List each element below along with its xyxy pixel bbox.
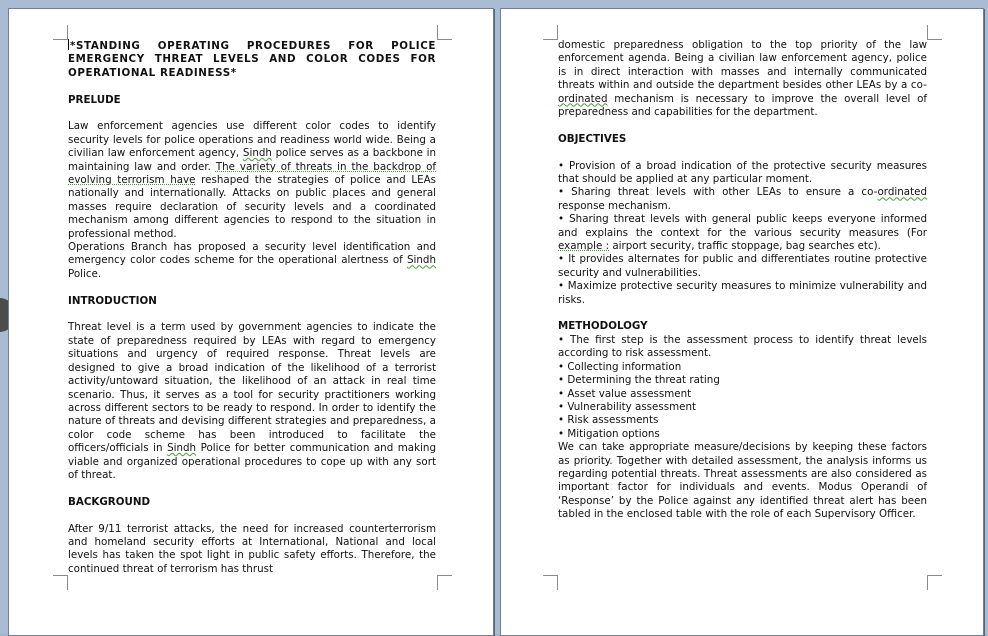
introduction-paragraph: Threat level is a term used by government agencies to indicate the state of preparedness required by LEAs with regard to emergency situations and urgency of required response. Threat levels are designed to give a broad indication of the likelihood of a terrorist activity/untoward situation, the likelihood of an attack in real time scenario. Thus, it serves as a tool for security practitioners working across different sectors to be ready to respond. In order to identify the nature of threats and devising different strategies and preparedness, a color code scheme has been introduced to facilitate the officers/officials in Sindh Police for better communication and making viable and organized operational procedures to cope up with any sort of threat. (68, 321, 436, 481)
objective-item: • Maximize protective security measures to minimize vulnerability and risks. (558, 280, 927, 306)
heading-introduction: INTRODUCTION (68, 294, 157, 307)
objective-item: • It provides alternates for public and differentiates routine protective security and vulnerabilities. (558, 253, 927, 279)
objective-item: • Sharing threat levels with other LEAs to ensure a co-ordinated response mechanism. (558, 186, 927, 212)
empty-paragraph (68, 281, 436, 294)
page-text[interactable] (558, 39, 927, 535)
empty-paragraph (68, 107, 436, 120)
crop-mark (437, 575, 452, 590)
methodology-item: • Mitigation options (558, 427, 660, 440)
empty-paragraph (68, 80, 436, 93)
crop-mark (927, 575, 942, 590)
crop-mark (53, 25, 68, 40)
document-page-right[interactable] (500, 8, 984, 636)
prelude-paragraph-1: Law enforcement agencies use different color codes to identify security levels for police operations and readiness world wide. Being a civilian law enforcement agency, Sindh police serves as a backbone in maintaining law and order. The variety of threats in the backdrop of evolving terrorism have reshaped the strategies of police and LEAs nationally and internationally. Attacks on public places and general masses require declaration of security levels and a coordinated mechanism among different agencies to respond to the situation in professional method. (68, 120, 437, 240)
heading-background: BACKGROUND (68, 495, 151, 508)
background-continued-paragraph: domestic preparedness obligation to the top priority of the law enforcement agenda. Being a civilian law enforcement agency, police is in direct interaction with masses and internally communicated threats within and outside the department besides other LEAs by a co-ordinated mechanism is necessary to improve the overall level of preparedness and capabilities for the department. (558, 39, 927, 119)
text-cursor (68, 39, 69, 50)
methodology-item: • Asset value assessment (558, 387, 692, 400)
crop-mark (543, 25, 558, 40)
empty-paragraph (558, 146, 927, 159)
crop-mark (53, 575, 68, 590)
empty-paragraph (68, 308, 436, 321)
prelude-paragraph-2: Operations Branch has proposed a security level identification and emergency color codes scheme for the operational alertness of Sindh Police. (68, 241, 436, 280)
empty-paragraph (558, 522, 927, 535)
objective-item: • Sharing threat levels with general public keeps everyone informed and explains the context for the various security measures (For example : airport security, traffic stoppage, bag searches etc). (558, 213, 927, 253)
background-paragraph: After 9/11 terrorist attacks, the need for increased counterterrorism and homeland security efforts at International, National and local levels has taken the spot light in public safety efforts. Therefore, the continued threat of terrorism has thrust (68, 522, 436, 575)
crop-mark (543, 575, 558, 590)
crop-mark (927, 25, 942, 40)
heading-objectives: OBJECTIVES (558, 132, 627, 145)
heading-methodology: METHODOLOGY (558, 320, 648, 333)
empty-paragraph (558, 307, 927, 320)
methodology-paragraph: We can take appropriate measure/decisions by keeping these factors as priority. Together with detailed assessment, the analysis informs us regarding potential threats. Threat assessments are also considered as important factor for individuals and events. Modus Operandi of ‘Response’ by the Police against any identified threat alert has been tabled in the enclosed table with the role of each Supervisory Officer. (558, 441, 927, 521)
methodology-item: • The first step is the assessment process to identify threat levels according to risk assessment. (558, 333, 927, 360)
crop-mark (437, 25, 452, 40)
document-title: *STANDING OPERATING PROCEDURES FOR POLICE EMERGENCY THREAT LEVELS AND COLOR CODES FOR OPERATIONAL READINESS* (68, 40, 436, 79)
document-page-left[interactable] (8, 8, 494, 636)
methodology-item: • Vulnerability assessment (558, 400, 697, 413)
heading-prelude: PRELUDE (68, 93, 121, 106)
methodology-item: • Risk assessments (558, 414, 659, 427)
empty-paragraph (68, 482, 436, 495)
empty-paragraph (68, 509, 436, 522)
methodology-item: • Collecting information (558, 360, 682, 373)
page-text[interactable] (68, 39, 436, 576)
objective-item: • Provision of a broad indication of the protective security measures that should be applied at any particular moment. (558, 159, 927, 186)
methodology-item: • Determining the threat rating (558, 374, 720, 387)
empty-paragraph (558, 119, 927, 132)
